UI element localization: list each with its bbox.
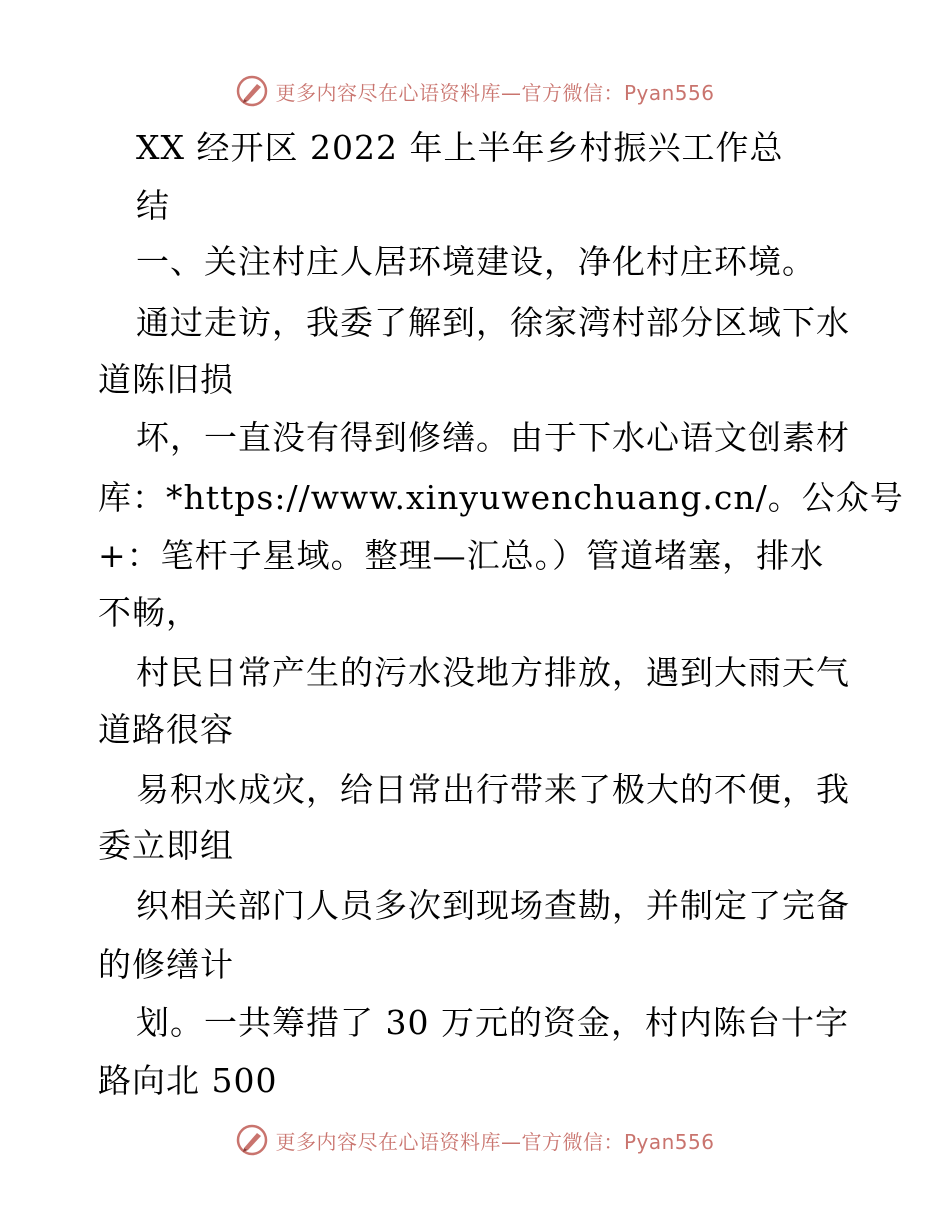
doc-line: 划。一共筹措了 30 万元的资金，村内陈台十字 <box>136 1003 849 1042</box>
doc-line: 通过走访，我委了解到，徐家湾村部分区域下水 <box>136 303 850 342</box>
doc-line: 道路很容 <box>98 710 234 749</box>
header-watermark-text: 更多内容尽在心语资料库—官方微信：Pyan556 <box>275 80 715 105</box>
doc-title-line-1: XX 经开区 2022 年上半年乡村振兴工作总 <box>136 128 784 167</box>
doc-line: 委立即组 <box>98 826 234 865</box>
doc-line: 不畅， <box>98 593 200 632</box>
doc-line: 的修缮计 <box>98 945 234 984</box>
doc-line: 库：*https://www.xinyuwenchuang.cn/。公众号 <box>98 478 904 517</box>
doc-line: 一、关注村庄人居环境建设，净化村庄环境。 <box>136 242 816 281</box>
doc-line: 路向北 500 <box>98 1061 278 1100</box>
doc-line: 易积水成灾，给日常出行带来了极大的不便，我 <box>136 770 850 809</box>
doc-line: 道陈旧损 <box>98 360 234 399</box>
pen-logo-icon <box>235 74 269 108</box>
doc-line: 织相关部门人员多次到现场查勘，并制定了完备 <box>136 886 850 925</box>
footer-watermark-banner <box>0 1120 950 1160</box>
header-watermark-banner <box>0 71 950 111</box>
doc-title-line-2: 结 <box>136 186 170 225</box>
footer-watermark-text: 更多内容尽在心语资料库—官方微信：Pyan556 <box>275 1129 715 1154</box>
doc-line: +：笔杆子星域。整理—汇总。）管道堵塞，排水 <box>98 536 825 575</box>
doc-line: 村民日常产生的污水没地方排放，遇到大雨天气 <box>136 653 850 692</box>
pen-logo-icon <box>235 1123 269 1157</box>
doc-line: 坏，一直没有得到修缮。由于下水心语文创素材 <box>136 418 850 457</box>
